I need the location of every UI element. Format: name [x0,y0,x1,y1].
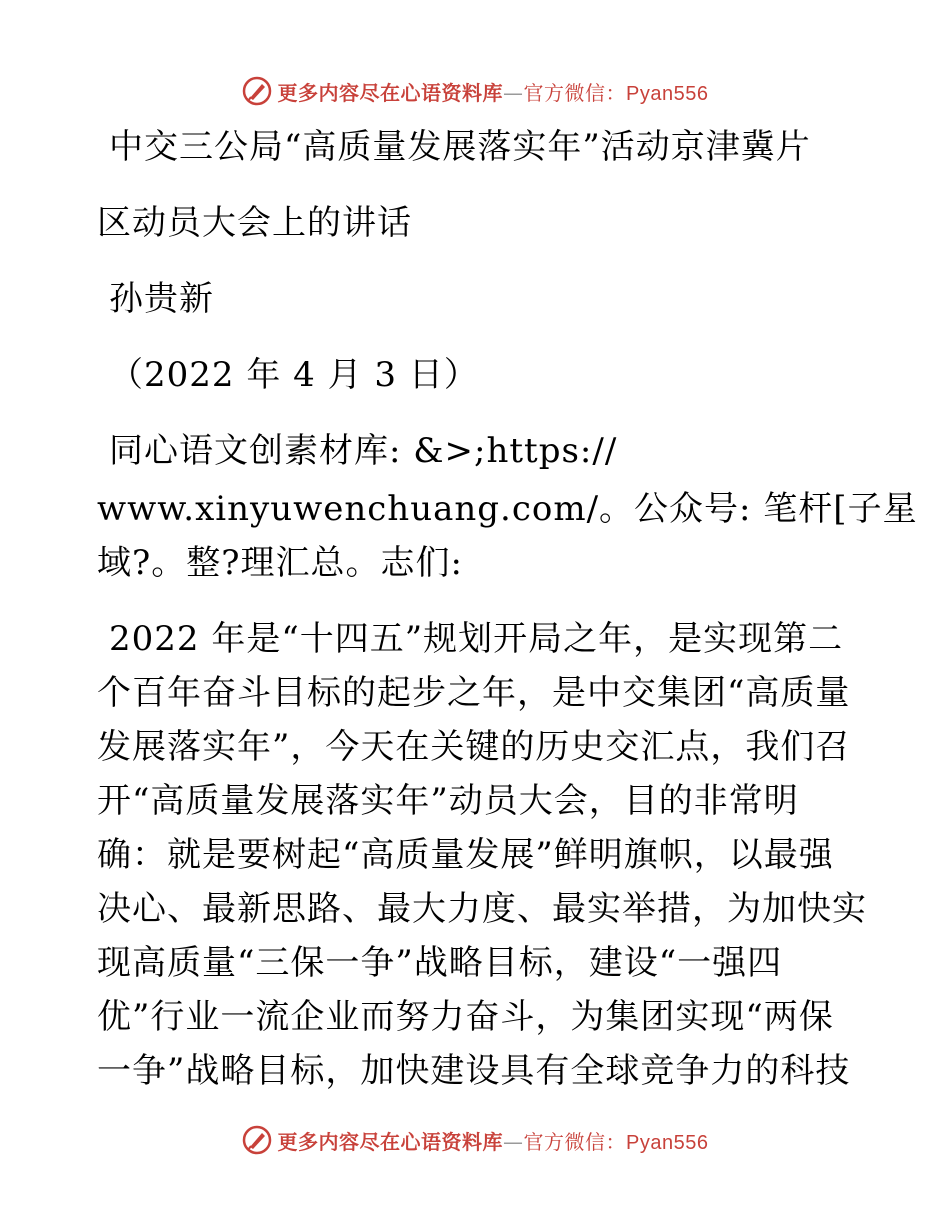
watermark-wechat-label: 官方微信： [523,1129,627,1154]
watermark-slogan: 更多内容尽在心语资料库 [277,1129,504,1154]
watermark-slogan: 更多内容尽在心语资料库 [277,80,504,105]
body-line: 2022 年是“十四五”规划开局之年，是实现第二 [109,619,844,659]
watermark-wechat-label: 官方微信： [523,80,627,105]
watermark-wechat-id: Pyan556 [626,82,709,105]
source-line: www.xinyuwenchuang.com/。公众号: 笔杆[子星 [97,489,918,529]
author: 孙贵新 [109,279,214,319]
body-line: 现高质量“三保一争”战略目标，建设“一强四 [97,943,783,983]
watermark-separator: — [503,80,524,105]
title-line: 中交三公局“高质量发展落实年”活动京津冀片 [109,127,811,167]
body-line: 确：就是要树起“高质量发展”鲜明旗帜，以最强 [97,835,834,875]
body-line: 优”行业一流企业而努力奋斗，为集团实现“两保 [97,997,834,1037]
document-body [97,122,918,1091]
header-watermark [0,71,950,111]
body-line: 个百年奋斗目标的起步之年，是中交集团“高质量 [97,673,851,713]
title-line: 区动员大会上的讲话 [97,203,412,243]
watermark-wechat-id: Pyan556 [626,1131,709,1154]
body-line: 一争”战略目标，加快建设具有全球竞争力的科技 [97,1051,851,1091]
source-line: 域?。整?理汇总。志们: [97,543,463,583]
body-line: 决心、最新思路、最大力度、最实举措，为加快实 [97,889,867,929]
watermark-separator: — [503,1129,524,1154]
body-line: 开“高质量发展落实年”动员大会，目的非常明 [97,781,799,821]
footer-watermark [0,1120,950,1160]
quill-pen-logo-icon [242,1125,272,1155]
body-line: 发展落实年”，今天在关键的历史交汇点，我们召 [97,727,851,767]
source-line: 同心语文创素材库: &>;https:// [109,431,618,471]
speech-date: （2022 年 4 月 3 日） [109,355,479,395]
quill-pen-logo-icon [242,76,272,106]
